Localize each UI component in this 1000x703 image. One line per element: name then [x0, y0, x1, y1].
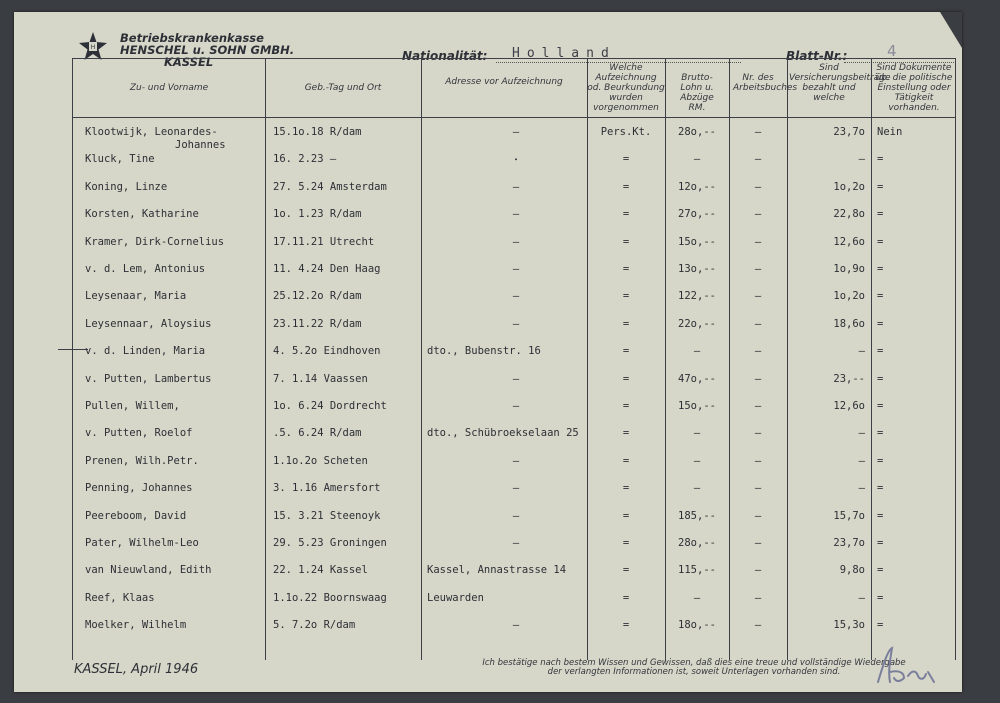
previous-address: – — [512, 482, 520, 495]
workbook-number: – — [754, 537, 762, 549]
person-name: Kramer, Dirk-Cornelius — [85, 235, 225, 248]
insurance-contribution: 15,7o — [833, 509, 865, 522]
column-header-workbook: Nr. des Arbeitsbuches — [733, 73, 798, 93]
birth-date-place: 3. 1.16 Amersfort — [273, 482, 381, 495]
previous-address: – — [512, 263, 520, 275]
gross-wage: 47o,-- — [678, 372, 716, 385]
birth-date-place: 22. 1.24 Kassel — [273, 564, 368, 577]
company-line-3: KASSEL — [164, 55, 214, 69]
gross-wage: 115,-- — [678, 564, 716, 577]
gross-wage: – — [693, 345, 701, 358]
previous-address: – — [512, 126, 520, 138]
previous-address: – — [512, 400, 520, 412]
record-type: = — [622, 180, 630, 193]
political-documents: = — [877, 180, 884, 193]
person-name: Pater, Wilhelm-Leo — [85, 537, 199, 549]
insurance-contribution: 15,3o — [833, 619, 865, 632]
person-name: Leysenaar, Maria — [85, 290, 187, 303]
birth-date-place: 16. 2.23 – — [273, 153, 337, 166]
person-name: Reef, Klaas — [85, 591, 155, 604]
political-documents: = — [877, 290, 884, 303]
workbook-number: – — [754, 180, 762, 193]
workbook-number: – — [754, 454, 762, 467]
person-name: Leysennaar, Aloysius — [85, 317, 212, 330]
political-documents: = — [877, 509, 884, 522]
insurance-contribution: 1o,9o — [833, 263, 865, 275]
birth-date-place: 17.11.21 Utrecht — [273, 235, 375, 248]
political-documents: = — [877, 235, 884, 248]
record-type: = — [622, 564, 630, 577]
gross-wage: 27o,-- — [678, 208, 716, 221]
nationality-label: Nationalität: — [402, 49, 488, 63]
gross-wage: 185,-- — [678, 509, 716, 522]
record-type: = — [622, 208, 630, 221]
political-documents: = — [877, 591, 884, 604]
previous-address: – — [512, 180, 520, 193]
person-name: Moelker, Wilhelm — [85, 619, 187, 632]
record-type: = — [622, 427, 630, 440]
birth-date-place: 4. 5.2o Eindhoven — [273, 345, 381, 358]
birth-date-place: 29. 5.23 Groningen — [273, 537, 387, 549]
political-documents: = — [877, 564, 884, 577]
record-type: = — [622, 509, 630, 522]
previous-address: – — [512, 208, 520, 221]
previous-address: – — [512, 372, 520, 385]
birth-date-place: 1.1o.22 Boornswaag — [273, 591, 387, 604]
birth-date-place: 11. 4.24 Den Haag — [273, 263, 381, 275]
political-documents: = — [877, 427, 884, 440]
previous-address: Leuwarden — [427, 591, 484, 604]
workbook-number: – — [754, 290, 762, 303]
workbook-number: – — [754, 372, 762, 385]
birth-date-place: 27. 5.24 Amsterdam — [273, 180, 387, 193]
insurance-contribution: – — [858, 345, 865, 358]
gross-wage: – — [693, 427, 701, 440]
workbook-number: – — [754, 317, 762, 330]
person-name: van Nieuwland, Edith — [85, 564, 212, 577]
person-name: Klootwijk, Leonardes- — [85, 126, 218, 138]
gross-wage: 15o,-- — [678, 235, 716, 248]
birth-date-place: 23.11.22 R/dam — [273, 317, 362, 330]
political-documents: = — [877, 317, 884, 330]
previous-address: – — [512, 619, 520, 632]
insurance-contribution: – — [858, 482, 865, 495]
insurance-contribution: – — [858, 454, 865, 467]
birth-date-place: 1o. 6.24 Dordrecht — [273, 400, 387, 412]
header-divider — [73, 117, 955, 118]
person-name-continued: Johannes — [175, 139, 226, 151]
political-documents: = — [877, 619, 884, 632]
gross-wage: 122,-- — [678, 290, 716, 303]
document-sheet — [14, 12, 962, 692]
column-header-birth: Geb.-Tag und Ort — [304, 83, 382, 93]
gross-wage: – — [693, 591, 701, 604]
person-name: v. Putten, Lambertus — [85, 372, 212, 385]
record-type: = — [622, 591, 630, 604]
political-documents: = — [877, 345, 884, 358]
insurance-contribution: 23,7o — [833, 537, 865, 549]
person-name: Korsten, Katharine — [85, 208, 199, 221]
person-name: v. d. Lem, Antonius — [85, 263, 206, 275]
gross-wage: 13o,-- — [678, 263, 716, 275]
workbook-number: – — [754, 591, 762, 604]
record-type: = — [622, 153, 630, 166]
record-type: = — [622, 454, 630, 467]
column-header-address: Adresse vor Aufzeichnung — [445, 77, 563, 87]
column-divider — [265, 59, 266, 660]
gross-wage: 12o,-- — [678, 180, 716, 193]
previous-address: – — [512, 235, 520, 248]
declaration-line-1: Ich bestätige nach bestem Wissen und Gewissen, daß dies eine treue und vollständige Wiedergabe — [482, 658, 906, 668]
footer-city-date: KASSEL, April 1946 — [74, 662, 199, 677]
birth-date-place: 1.1o.2o Scheten — [273, 454, 368, 467]
political-documents: = — [877, 400, 884, 412]
record-type: = — [622, 482, 630, 495]
birth-date-place: 7. 1.14 Vaassen — [273, 372, 368, 385]
insurance-contribution: 9,8o — [839, 564, 865, 577]
birth-date-place: 15. 3.21 Steenoyk — [273, 509, 381, 522]
insurance-contribution: 22,8o — [833, 208, 865, 221]
insurance-contribution: 23,-- — [833, 372, 865, 385]
political-documents: = — [877, 263, 884, 275]
declaration-line-2: der verlangten Informationen ist, soweit Unterlagen vorhanden sind. — [547, 667, 841, 677]
political-documents: = — [877, 208, 884, 221]
sheet-number-label: Blatt-Nr.: — [786, 49, 848, 63]
column-divider — [421, 59, 422, 660]
person-name: v. d. Linden, Maria — [85, 345, 206, 358]
workbook-number: – — [754, 619, 762, 632]
column-header-record: Welche Aufzeichnung od. Beurkundung wurden vorgenommen — [587, 63, 665, 113]
column-divider — [871, 59, 872, 660]
previous-address: – — [512, 537, 520, 549]
workbook-number: – — [754, 345, 762, 358]
birth-date-place: 15.1o.18 R/dam — [273, 126, 362, 138]
person-name: v. Putten, Roelof — [85, 427, 193, 440]
gross-wage: 15o,-- — [678, 400, 716, 412]
gross-wage: – — [693, 482, 701, 495]
column-header-documents: Sind Dokumente üb. die politische Einstellung oder Tätigkeit vorhanden. — [875, 63, 953, 113]
workbook-number: – — [754, 208, 762, 221]
insurance-contribution: 18,6o — [833, 317, 865, 330]
column-header-insurance: Sind Versicherungsbeiträge bezahlt und welche — [789, 63, 891, 103]
political-documents: = — [877, 482, 884, 495]
handwritten-signature — [870, 642, 940, 688]
sheet-number-value: 4 — [887, 42, 897, 60]
birth-date-place: 5. 7.2o R/dam — [273, 619, 356, 632]
previous-address: ꞏ — [514, 154, 518, 167]
workbook-number: – — [754, 153, 762, 166]
person-name: Prenen, Wilh.Petr. — [85, 454, 199, 467]
political-documents: = — [877, 454, 884, 467]
previous-address: – — [512, 509, 520, 522]
company-line-2: HENSCHEL u. SOHN GMBH. — [120, 43, 295, 57]
record-type: = — [622, 372, 630, 385]
previous-address: dto., Bubenstr. 16 — [427, 345, 541, 358]
previous-address: – — [512, 317, 520, 330]
insurance-contribution: – — [858, 427, 865, 440]
insurance-contribution: 1o,2o — [833, 290, 865, 303]
insurance-contribution: – — [858, 591, 865, 604]
gross-wage: – — [693, 153, 701, 166]
column-header-name: Zu- und Vorname — [129, 83, 209, 93]
workbook-number: – — [754, 482, 762, 495]
insurance-contribution: 23,7o — [833, 126, 865, 138]
workbook-number: – — [754, 509, 762, 522]
record-type: = — [622, 537, 630, 549]
political-documents: = — [877, 537, 884, 549]
record-type: = — [622, 235, 630, 248]
gross-wage: 22o,-- — [678, 317, 716, 330]
insurance-contribution: 12,6o — [833, 400, 865, 412]
person-name: Koning, Linze — [85, 180, 168, 193]
birth-date-place: 1o. 1.23 R/dam — [273, 208, 362, 221]
gross-wage: 18o,-- — [678, 619, 716, 632]
gross-wage: 28o,-- — [678, 537, 716, 549]
birth-date-place: 25.12.2o R/dam — [273, 290, 362, 303]
company-line-1: Betriebskrankenkasse — [120, 31, 264, 45]
birth-date-place: .5. 6.24 R/dam — [273, 427, 362, 440]
record-type: = — [622, 619, 630, 632]
insurance-contribution: – — [858, 153, 865, 166]
person-name: Pullen, Willem, — [85, 400, 180, 412]
person-name: Penning, Johannes — [85, 482, 193, 495]
gross-wage: 28o,-- — [678, 126, 716, 138]
previous-address: dto., Schübroekselaan 25 — [427, 427, 579, 440]
previous-address: – — [512, 290, 520, 303]
previous-address: Kassel, Annastrasse 14 — [427, 564, 567, 577]
political-documents: = — [877, 153, 884, 166]
insurance-contribution: 1o,2o — [833, 180, 865, 193]
record-type: = — [622, 317, 630, 330]
workbook-number: – — [754, 235, 762, 248]
workbook-number: – — [754, 126, 762, 138]
workbook-number: – — [754, 427, 762, 440]
political-documents: = — [877, 372, 884, 385]
record-type: = — [622, 290, 630, 303]
record-type: = — [622, 263, 630, 275]
torn-corner — [940, 12, 962, 48]
record-type: = — [622, 400, 630, 412]
record-type: Pers.Kt. — [600, 126, 652, 138]
nationality-value: Holland — [512, 46, 616, 61]
column-header-wage: Brutto-Lohn u. Abzüge RM. — [680, 73, 714, 113]
person-name: Kluck, Tine — [85, 153, 155, 166]
record-type: = — [622, 345, 630, 358]
gross-wage: – — [693, 454, 701, 467]
workbook-number: – — [754, 263, 762, 275]
workbook-number: – — [754, 400, 762, 412]
previous-address: – — [512, 454, 520, 467]
person-name: Peereboom, David — [85, 509, 187, 522]
political-documents: Nein — [877, 126, 903, 138]
svg-text:H: H — [90, 44, 96, 51]
insurance-contribution: 12,6o — [833, 235, 865, 248]
workbook-number: – — [754, 564, 762, 577]
